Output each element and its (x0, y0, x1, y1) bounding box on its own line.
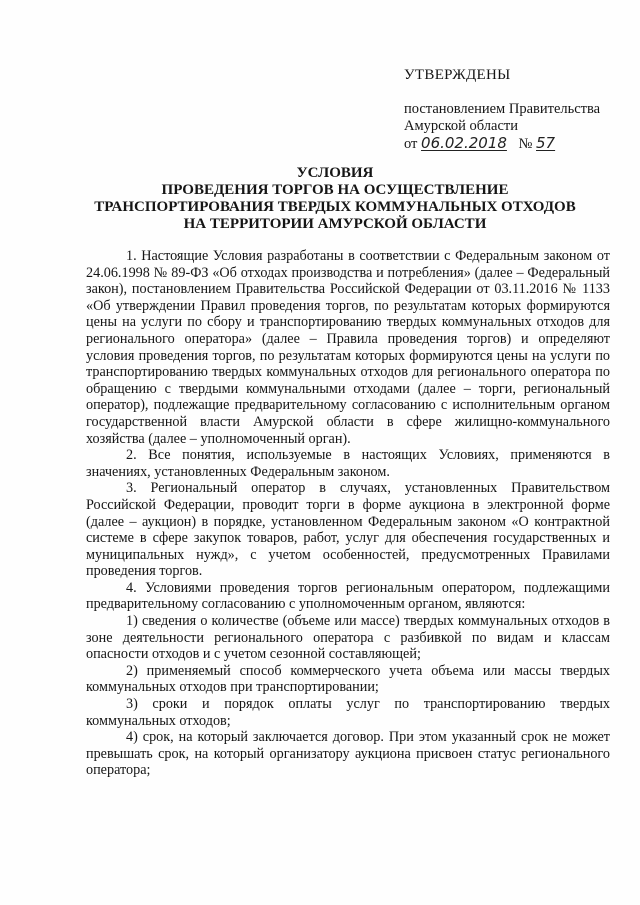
paragraph-4-item-4: 4) срок, на который заключается договор. При этом указанный срок не может превышать срок, на который организатору аукциона присвоен статус регионального оператора; (86, 729, 610, 779)
title-line-1: УСЛОВИЯ (296, 165, 374, 181)
approval-line-1: постановлением Правительства (404, 101, 601, 117)
paragraph-4: 4. Условиями проведения торгов региональным оператором, подлежащими предварительному согласованию с уполномоченным органом, являются: (86, 579, 610, 613)
approval-line-2: Амурской области (404, 118, 518, 134)
approval-block (404, 67, 624, 153)
approved-heading: УТВЕРЖДЕНЫ (404, 67, 511, 83)
document-body (86, 248, 610, 779)
title-line-4: НА ТЕРРИТОРИИ АМУРСКОЙ ОБЛАСТИ (183, 216, 487, 232)
paragraph-4-item-2: 2) применяемый способ коммерческого учета объема или массы твердых коммунальных отходов при транспортировании; (86, 662, 610, 696)
title-line-2: ПРОВЕДЕНИЯ ТОРГОВ НА ОСУЩЕСТВЛЕНИЕ (161, 182, 509, 198)
date-prefix: от (404, 136, 418, 152)
handwritten-date: 06.02.2018 (421, 134, 507, 152)
paragraph-2: 2. Все понятия, используемые в настоящих Условиях, применяются в значениях, установленных Федеральным законом. (86, 447, 610, 480)
paragraph-4-item-3: 3) сроки и порядок оплаты услуг по транспортированию твердых коммунальных отходов; (86, 696, 610, 729)
number-label: № (518, 136, 533, 152)
handwritten-number: 57 (536, 134, 556, 152)
paragraph-3: 3. Региональный оператор в случаях, установленных Правительством Российской Федерации, проводит торги в форме аукциона в электронной форме (далее – аукцион) в порядке, установленном Федеральным законом «О контрактной системе в сфере закупок товаров, работ, услуг для обеспечения государственных и муниципальных нужд», с учетом особенностей, предусмотренных Правилами проведения торгов. (86, 480, 610, 580)
document-title (70, 165, 600, 233)
paragraph-4-item-1: 1) сведения о количестве (объеме или массе) твердых коммунальных отходов в зоне деятельности регионального оператора с разбивкой по видам и классам опасности отходов и с учетом сезонной составляющей; (86, 613, 610, 663)
title-line-3: ТРАНСПОРТИРОВАНИЯ ТВЕРДЫХ КОММУНАЛЬНЫХ ОТХОДОВ (94, 199, 576, 215)
approval-date-line (404, 135, 624, 153)
paragraph-1: 1. Настоящие Условия разработаны в соответствии с Федеральным законом от 24.06.1998 № 89-ФЗ «Об отходах производства и потребления» (далее – Федеральный закон), постановлением Правительства Российской Федерации от 03.11.2016 № 1133 «Об утверждении Правил проведения торгов, по результатам которых формируются цены на услуги по сбору и транспортированию твердых коммунальных отходов для регионального оператора» (далее – Правила проведения торгов) и определяют условия проведения торгов, по результатам которых формируются цены на услуги по транспортированию твердых коммунальных отходов для регионального оператора по обращению с твердыми коммунальными отходами (далее – торги, региональный оператор), подлежащие предварительному согласованию с исполнительным органом государственной власти Амурской области в сфере жилищно-коммунального хозяйства (далее – уполномоченный орган). (86, 248, 610, 447)
